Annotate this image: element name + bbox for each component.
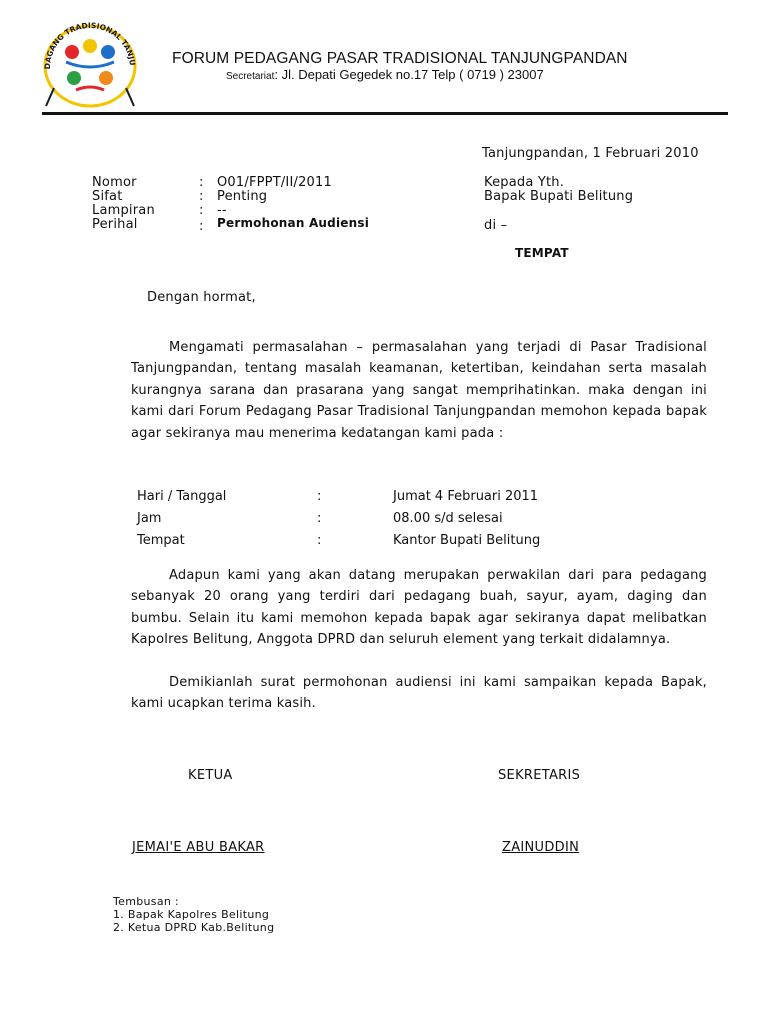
schedule-sep-place: : <box>317 533 322 548</box>
tembusan-title: Tembusan : <box>113 895 179 908</box>
header-divider <box>42 112 728 115</box>
schedule-value-time: 08.00 s/d selesai <box>393 511 503 526</box>
meta-label-lampiran: Lampiran <box>92 203 155 218</box>
meta-sep-nomor: : <box>199 175 204 190</box>
meta-value-sifat: Penting <box>217 189 268 204</box>
meta-label-perihal: Perihal <box>92 217 138 232</box>
tembusan-item-1: 1. Bapak Kapolres Belitung <box>113 908 270 921</box>
paragraph-1: Mengamati permasalahan – permasalahan yang terjadi di Pasar Tradisional Tanjungpandan, tentang masalah keamanan, ketertiban, keindahan serta masalah kurangnya sarana dan prasarana yang sangat memprihatinkan. maka dengan ini kami dari Forum Pedagang Pasar Tradisional Tanjungpandan memohon kepada bapak agar sekiranya mau menerima kedatangan kami pada : <box>131 340 707 441</box>
organization-address <box>226 67 544 82</box>
schedule-label-time: Jam <box>137 511 162 526</box>
signature-right-name: ZAINUDDIN <box>502 840 580 855</box>
meta-label-sifat: Sifat <box>92 189 123 204</box>
address-text: : Jl. Depati Gegedek no.17 Telp ( 0719 ) 23007 <box>274 67 544 82</box>
schedule-value-date: Jumat 4 Februari 2011 <box>393 489 539 504</box>
schedule-label-date: Hari / Tanggal <box>137 489 227 504</box>
schedule-value-place: Kantor Bupati Belitung <box>393 533 541 548</box>
address-prefix: Secretariat <box>226 71 275 82</box>
signature-right-title: SEKRETARIS <box>498 768 581 783</box>
meta-sep-sifat: : <box>199 189 204 204</box>
logo-text: DAGANG TRADISIONAL TANJU <box>42 20 137 70</box>
recipient-place: TEMPAT <box>515 246 569 260</box>
meta-value-perihal: Permohonan Audiensi <box>217 216 370 230</box>
meta-sep-lampiran: : <box>199 203 204 218</box>
signature-left-name: JEMAI'E ABU BAKAR <box>132 840 265 855</box>
schedule-sep-time: : <box>317 511 322 526</box>
recipient-line3: di – <box>484 218 508 233</box>
signature-left-title: KETUA <box>188 768 233 783</box>
organization-name: FORUM PEDAGANG PASAR TRADISIONAL TANJUNGPANDAN <box>172 50 628 67</box>
meta-value-lampiran: -- <box>217 203 227 218</box>
schedule-label-place: Tempat <box>137 533 185 548</box>
greeting: Dengan hormat, <box>147 290 256 305</box>
meta-sep-perihal: : <box>199 219 204 234</box>
recipient-line1: Kepada Yth. <box>484 175 565 190</box>
meta-label-nomor: Nomor <box>92 175 137 190</box>
recipient-line2: Bapak Bupati Belitung <box>484 189 634 204</box>
schedule-sep-date: : <box>317 489 322 504</box>
organization-logo <box>36 14 144 110</box>
date-line: Tanjungpandan, 1 Februari 2010 <box>482 146 699 161</box>
paragraph-2: Adapun kami yang akan datang merupakan perwakilan dari para pedagang sebanyak 20 orang yang terdiri dari pedagang buah, sayur, ayam, daging dan bumbu. Selain itu kami memohon kepada bapak agar sekiranya dapat melibatkan Kapolres Belitung, Anggota DPRD dan seluruh element yang terkait didalamnya. <box>131 568 707 648</box>
meta-value-nomor: O01/FPPT/II/2011 <box>217 175 332 190</box>
paragraph-3: Demikianlah surat permohonan audiensi ini kami sampaikan kepada Bapak, kami ucapkan terima kasih. <box>131 675 707 712</box>
tembusan-item-2: 2. Ketua DPRD Kab.Belitung <box>113 921 275 934</box>
